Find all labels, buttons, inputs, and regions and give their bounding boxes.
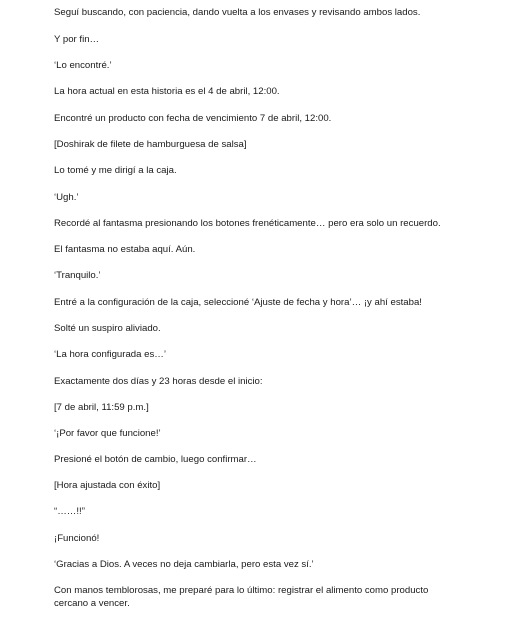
paragraph: Exactamente dos días y 23 horas desde el inicio: bbox=[54, 376, 263, 387]
paragraph: Lo tomé y me dirigí a la caja. bbox=[54, 165, 177, 176]
paragraph: ‘Lo encontré.’ bbox=[54, 60, 112, 71]
paragraph: ‘Gracias a Dios. A veces no deja cambiarla, pero esta vez sí.’ bbox=[54, 559, 314, 570]
paragraph: Y por fin… bbox=[54, 34, 100, 45]
paragraph: ‘La hora configurada es…’ bbox=[54, 349, 166, 360]
paragraph: “……!!” bbox=[54, 506, 85, 517]
paragraph: Seguí buscando, con paciencia, dando vuelta a los envases y revisando ambos lados. bbox=[54, 7, 421, 18]
paragraph: Presioné el botón de cambio, luego confirmar… bbox=[54, 454, 257, 465]
paragraph: ‘Ugh.’ bbox=[54, 192, 79, 203]
paragraph: [Doshirak de filete de hamburguesa de salsa] bbox=[54, 139, 247, 150]
paragraph: Con manos temblorosas, me preparé para lo último: registrar el alimento como producto cercano a vencer. bbox=[54, 585, 429, 609]
paragraph: ‘¡Por favor que funcione!’ bbox=[54, 428, 161, 439]
paragraph: Solté un suspiro aliviado. bbox=[54, 323, 161, 334]
paragraph: El fantasma no estaba aquí. Aún. bbox=[54, 244, 196, 255]
paragraph: Encontré un producto con fecha de vencimiento 7 de abril, 12:00. bbox=[54, 113, 332, 124]
paragraph: ‘Tranquilo.’ bbox=[54, 270, 101, 281]
paragraph: [Hora ajustada con éxito] bbox=[54, 480, 161, 491]
paragraph: ¡Funcionó! bbox=[54, 533, 100, 544]
paragraph: [7 de abril, 11:59 p.m.] bbox=[54, 402, 149, 413]
paragraph: Entré a la configuración de la caja, seleccioné ‘Ajuste de fecha y hora’… ¡y ahí estaba! bbox=[54, 297, 422, 308]
paragraph: Recordé al fantasma presionando los botones frenéticamente… pero era solo un recuerdo. bbox=[54, 218, 441, 229]
paragraph: La hora actual en esta historia es el 4 de abril, 12:00. bbox=[54, 86, 280, 97]
